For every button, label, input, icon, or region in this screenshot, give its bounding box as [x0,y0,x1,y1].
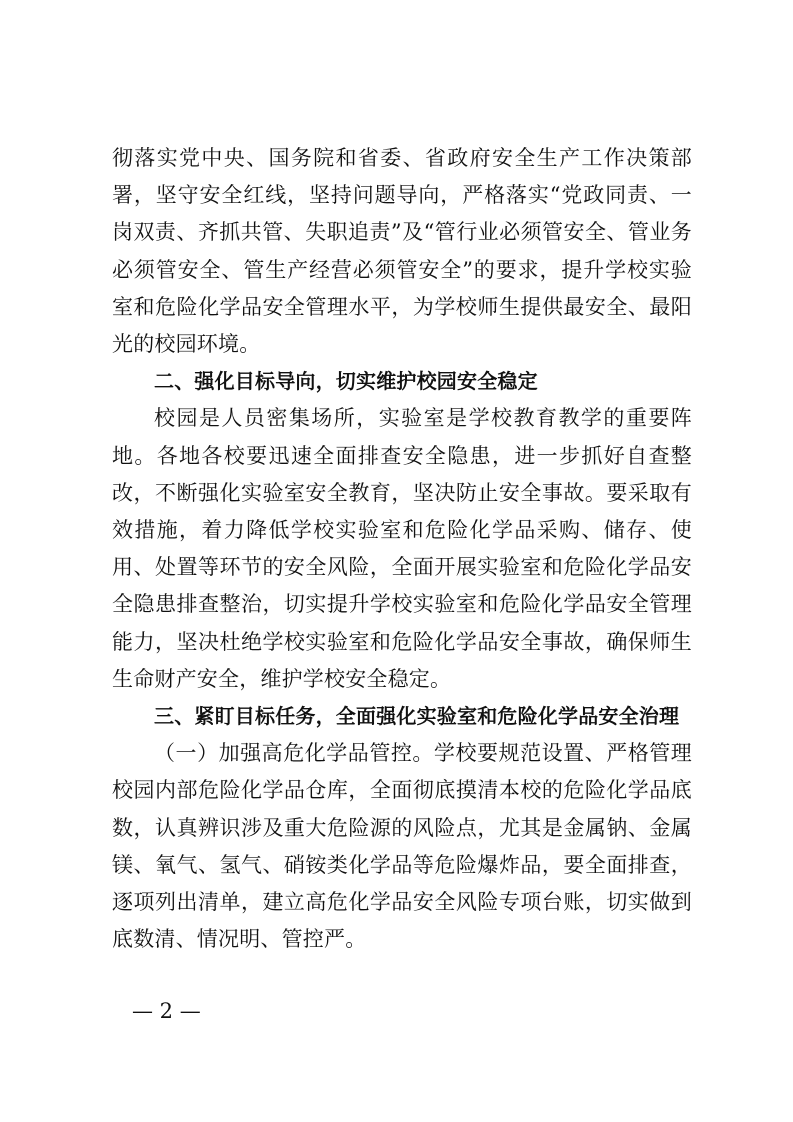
paragraph-campus-safety: 校园是人员密集场所，实验室是学校教育教学的重要阵地。各地各校要迅速全面排查安全隐患，进一步抓好自查整改，不断强化实验室安全教育，坚决防止安全事故。要采取有效措施，着力降低学校实验室和危险化学品采购、储存、使用、处置等环节的安全风险，全面开展实验室和危险化学品安全隐患排查整治，切实提升学校实验室和危险化学品安全管理能力，坚决杜绝学校实验室和危险化学品安全事故，确保师生生命财产安全，维护学校安全稳定。 [112,406,692,691]
document-body [112,140,692,958]
page-number: — 2 — [132,999,201,1023]
section-heading-2: 二、强化目标导向，切实维护校园安全稳定 [154,369,538,394]
paragraph-hazardous-chemicals-control: （一）加强高危化学品管控。学校要规范设置、严格管理校园内部危险化学品仓库，全面彻底摸清本校的危险化学品底数，认真辨识涉及重大危险源的风险点，尤其是金属钠、金属镁、氧气、氢气、硝铵类化学品等危险爆炸品，要全面排查，逐项列出清单，建立高危化学品安全风险专项台账，切实做到底数清、情况明、管控严。 [112,741,692,952]
paragraph-intro-continuation: 彻落实党中央、国务院和省委、省政府安全生产工作决策部署，坚守安全红线，坚持问题导向，严格落实“党政同责、一岗双责、齐抓共管、失职追责”及“管行业必须管安全、管业务必须管安全、管生产经营必须管安全”的要求，提升学校实验室和危险化学品安全管理水平，为学校师生提供最安全、最阳光的校园环境。 [112,146,692,357]
section-heading-3: 三、紧盯目标任务，全面强化实验室和危险化学品安全治理 [154,704,680,729]
